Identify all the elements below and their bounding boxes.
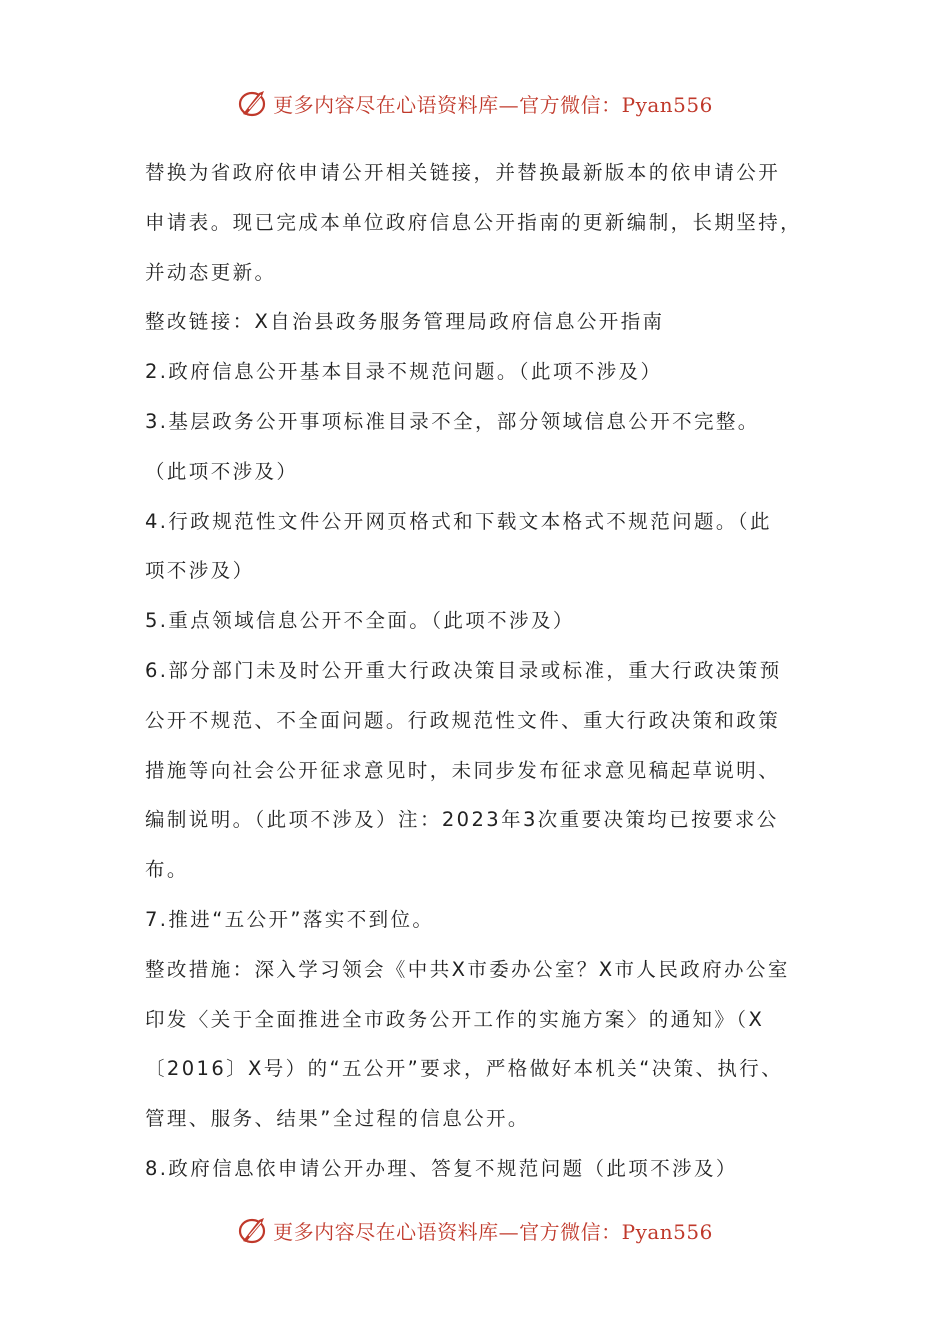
document-body [145, 148, 825, 1194]
body-line: 整改链接：X自治县政务服务管理局政府信息公开指南 [145, 310, 665, 334]
body-line: 项不涉及） [145, 559, 255, 583]
body-line: 整改措施：深入学习领会《中共X市委办公室？X市人民政府办公室 [145, 957, 790, 981]
body-line: 7.推进“五公开”落实不到位。 [145, 907, 435, 931]
body-line: 3.基层政务公开事项标准目录不全，部分领域信息公开不完整。 [145, 409, 760, 433]
body-line: 措施等向社会公开征求意见时，未同步发布征求意见稿起草说明、 [145, 758, 781, 782]
body-line: 8.政府信息依申请公开办理、答复不规范问题（此项不涉及） [145, 1156, 738, 1180]
body-line: 4.行政规范性文件公开网页格式和下载文本格式不规范问题。（此 [145, 509, 772, 533]
body-line: 编制说明。（此项不涉及）注：2023年3次重要决策均已按要求公 [145, 808, 779, 832]
body-line: （此项不涉及） [145, 459, 299, 483]
body-line: 并动态更新。 [145, 260, 277, 284]
body-line: 公开不规范、不全面问题。行政规范性文件、重大行政决策和政策 [145, 708, 781, 732]
body-line: 替换为省政府依申请公开相关链接，并替换最新版本的依申请公开 [145, 161, 781, 184]
body-line: 申请表。现已完成本单位政府信息公开指南的更新编制，长期坚持， [145, 210, 803, 234]
header-banner-text: 更多内容尽在心语资料库—官方微信：Pyan556 [273, 92, 713, 117]
footer-banner [0, 1210, 950, 1250]
body-line: 6.部分部门未及时公开重大行政决策目录或标准，重大行政决策预 [145, 658, 782, 682]
body-line: 印发〈关于全面推进全市政务公开工作的实施方案〉的通知》（X [145, 1007, 765, 1031]
header-banner [0, 83, 950, 123]
body-line: 〔2016〕X号）的“五公开”要求，严格做好本机关“决策、执行、 [145, 1057, 784, 1081]
body-line: 布。 [145, 858, 189, 882]
body-line: 2.政府信息公开基本目录不规范问题。（此项不涉及） [145, 360, 663, 384]
body-line: 管理、服务、结果”全过程的信息公开。 [145, 1107, 530, 1131]
pen-feather-logo-icon [237, 87, 269, 119]
body-line: 5.重点领域信息公开不全面。（此项不涉及） [145, 609, 575, 633]
pen-feather-logo-icon [237, 1214, 269, 1246]
footer-banner-text: 更多内容尽在心语资料库—官方微信：Pyan556 [273, 1219, 713, 1244]
